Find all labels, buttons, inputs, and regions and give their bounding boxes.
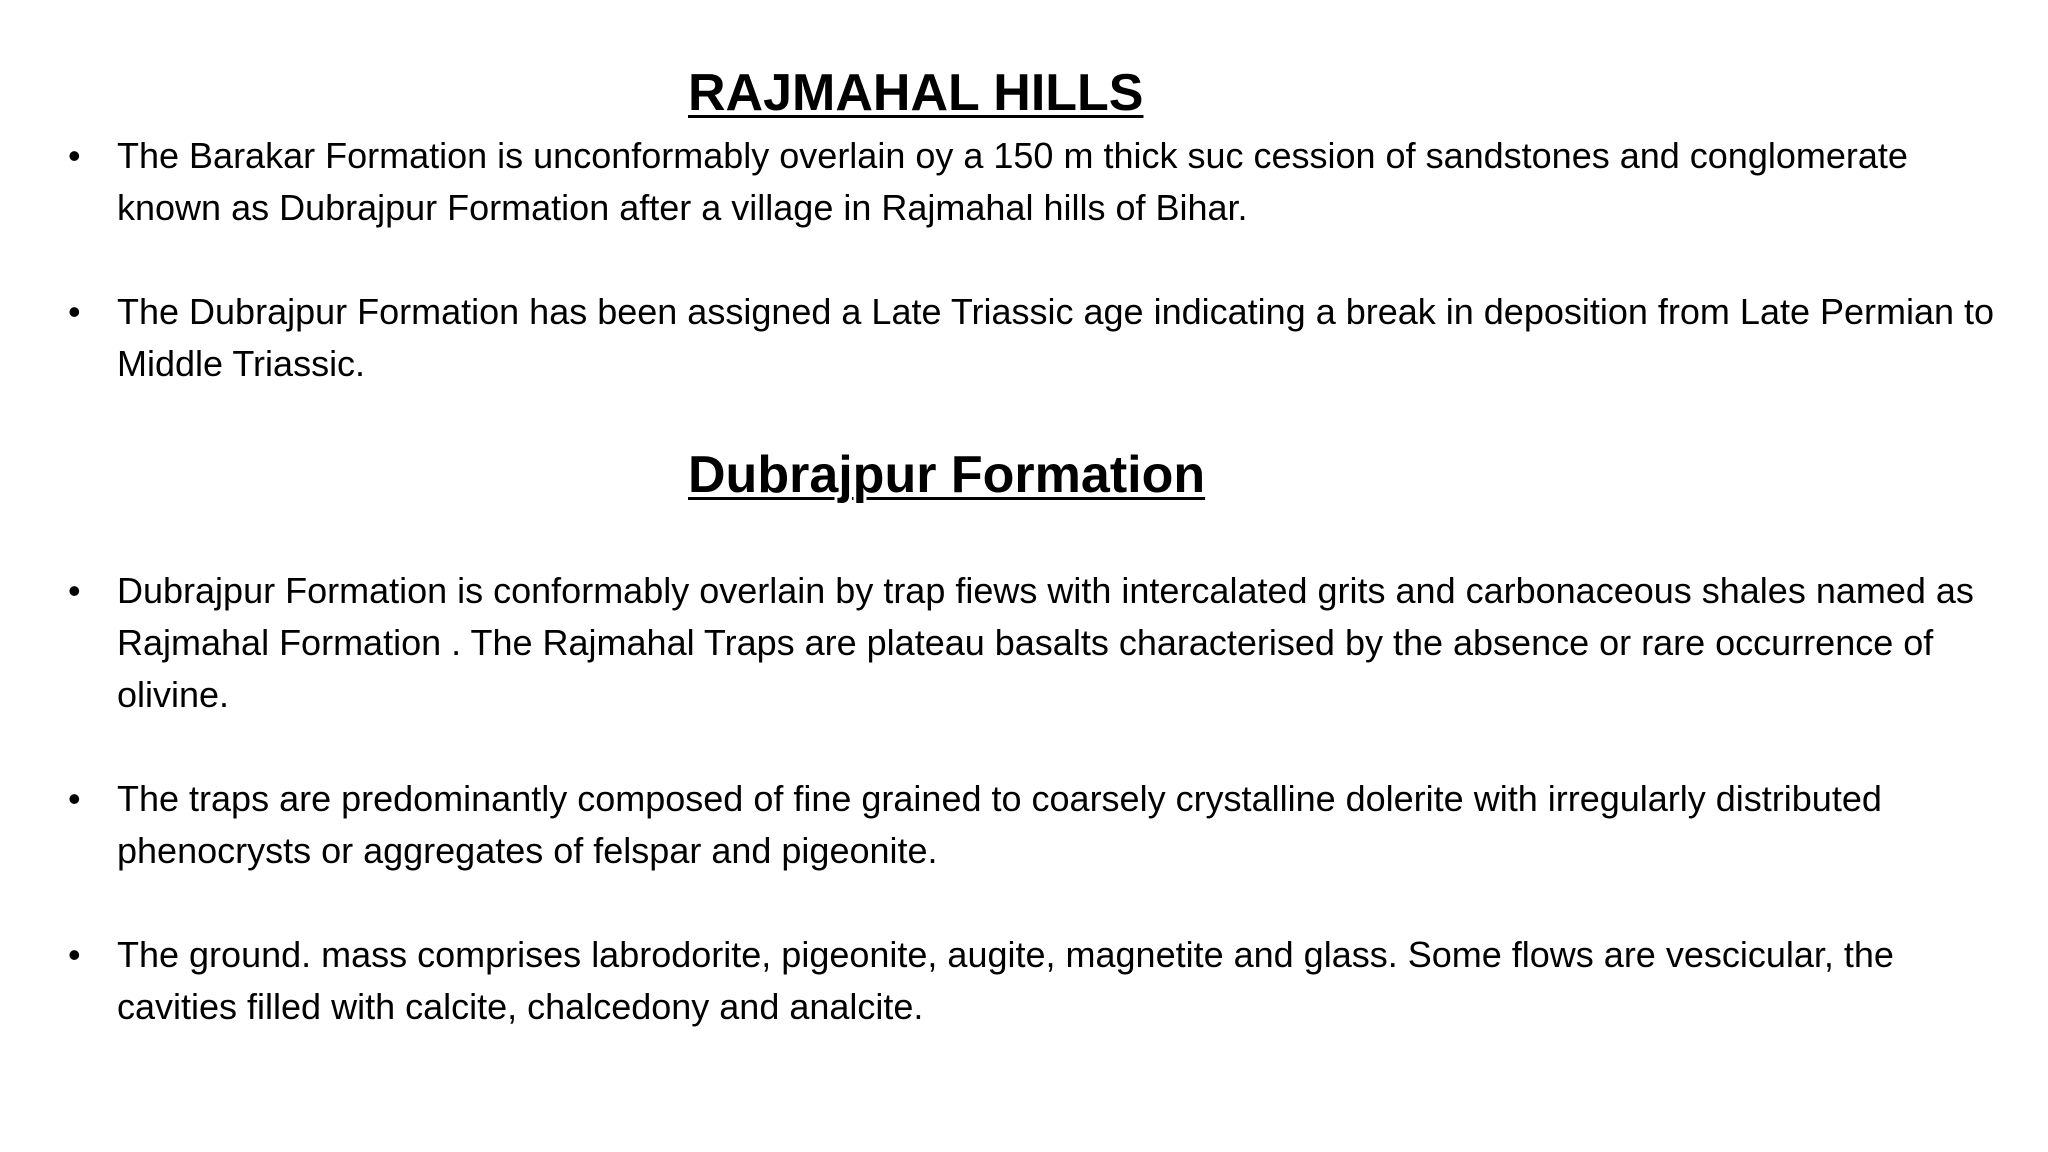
bullet-list-formation — [60, 565, 2000, 1033]
bullet-item — [60, 929, 2000, 1033]
bullet-dot-icon: • — [68, 135, 81, 176]
bullet-text: The Barakar Formation is unconformably overlain oy a 150 m thick suc cession of sandstones and conglomerate known as Dubrajpur Formation after a village in Rajmahal hills of Bihar. — [117, 135, 1908, 228]
bullet-text: The traps are predominantly composed of fine grained to coarsely crystalline dolerite with irregularly distributed phenocrysts or aggregates of felspar and pigeonite. — [117, 778, 1882, 871]
bullet-text: Dubrajpur Formation is conformably overlain by trap fiews with intercalated grits and carbonaceous shales named as Rajmahal Formation . The Rajmahal Traps are plateau basalts characterised by the absence or rare occurrence of olivine. — [117, 570, 1974, 715]
bullet-text: The ground. mass comprises labrodorite, pigeonite, augite, magnetite and glass. Some flows are vescicular, the cavities filled with calcite, chalcedony and analcite. — [117, 934, 1894, 1027]
bullet-item — [60, 286, 2000, 390]
section-heading: Dubrajpur Formation — [688, 446, 1206, 504]
bullet-dot-icon: • — [68, 934, 81, 975]
bullet-list-intro — [60, 130, 2000, 390]
slide-title: RAJMAHAL HILLS — [688, 64, 1144, 122]
bullet-dot-icon: • — [68, 291, 81, 332]
bullet-text: The Dubrajpur Formation has been assigned a Late Triassic age indicating a break in deposition from Late Permian to Middle Triassic. — [117, 291, 1995, 384]
bullet-dot-icon: • — [68, 570, 81, 611]
bullet-item — [60, 130, 2000, 234]
bullet-item — [60, 773, 2000, 877]
bullet-dot-icon: • — [68, 778, 81, 819]
bullet-item — [60, 565, 2000, 721]
